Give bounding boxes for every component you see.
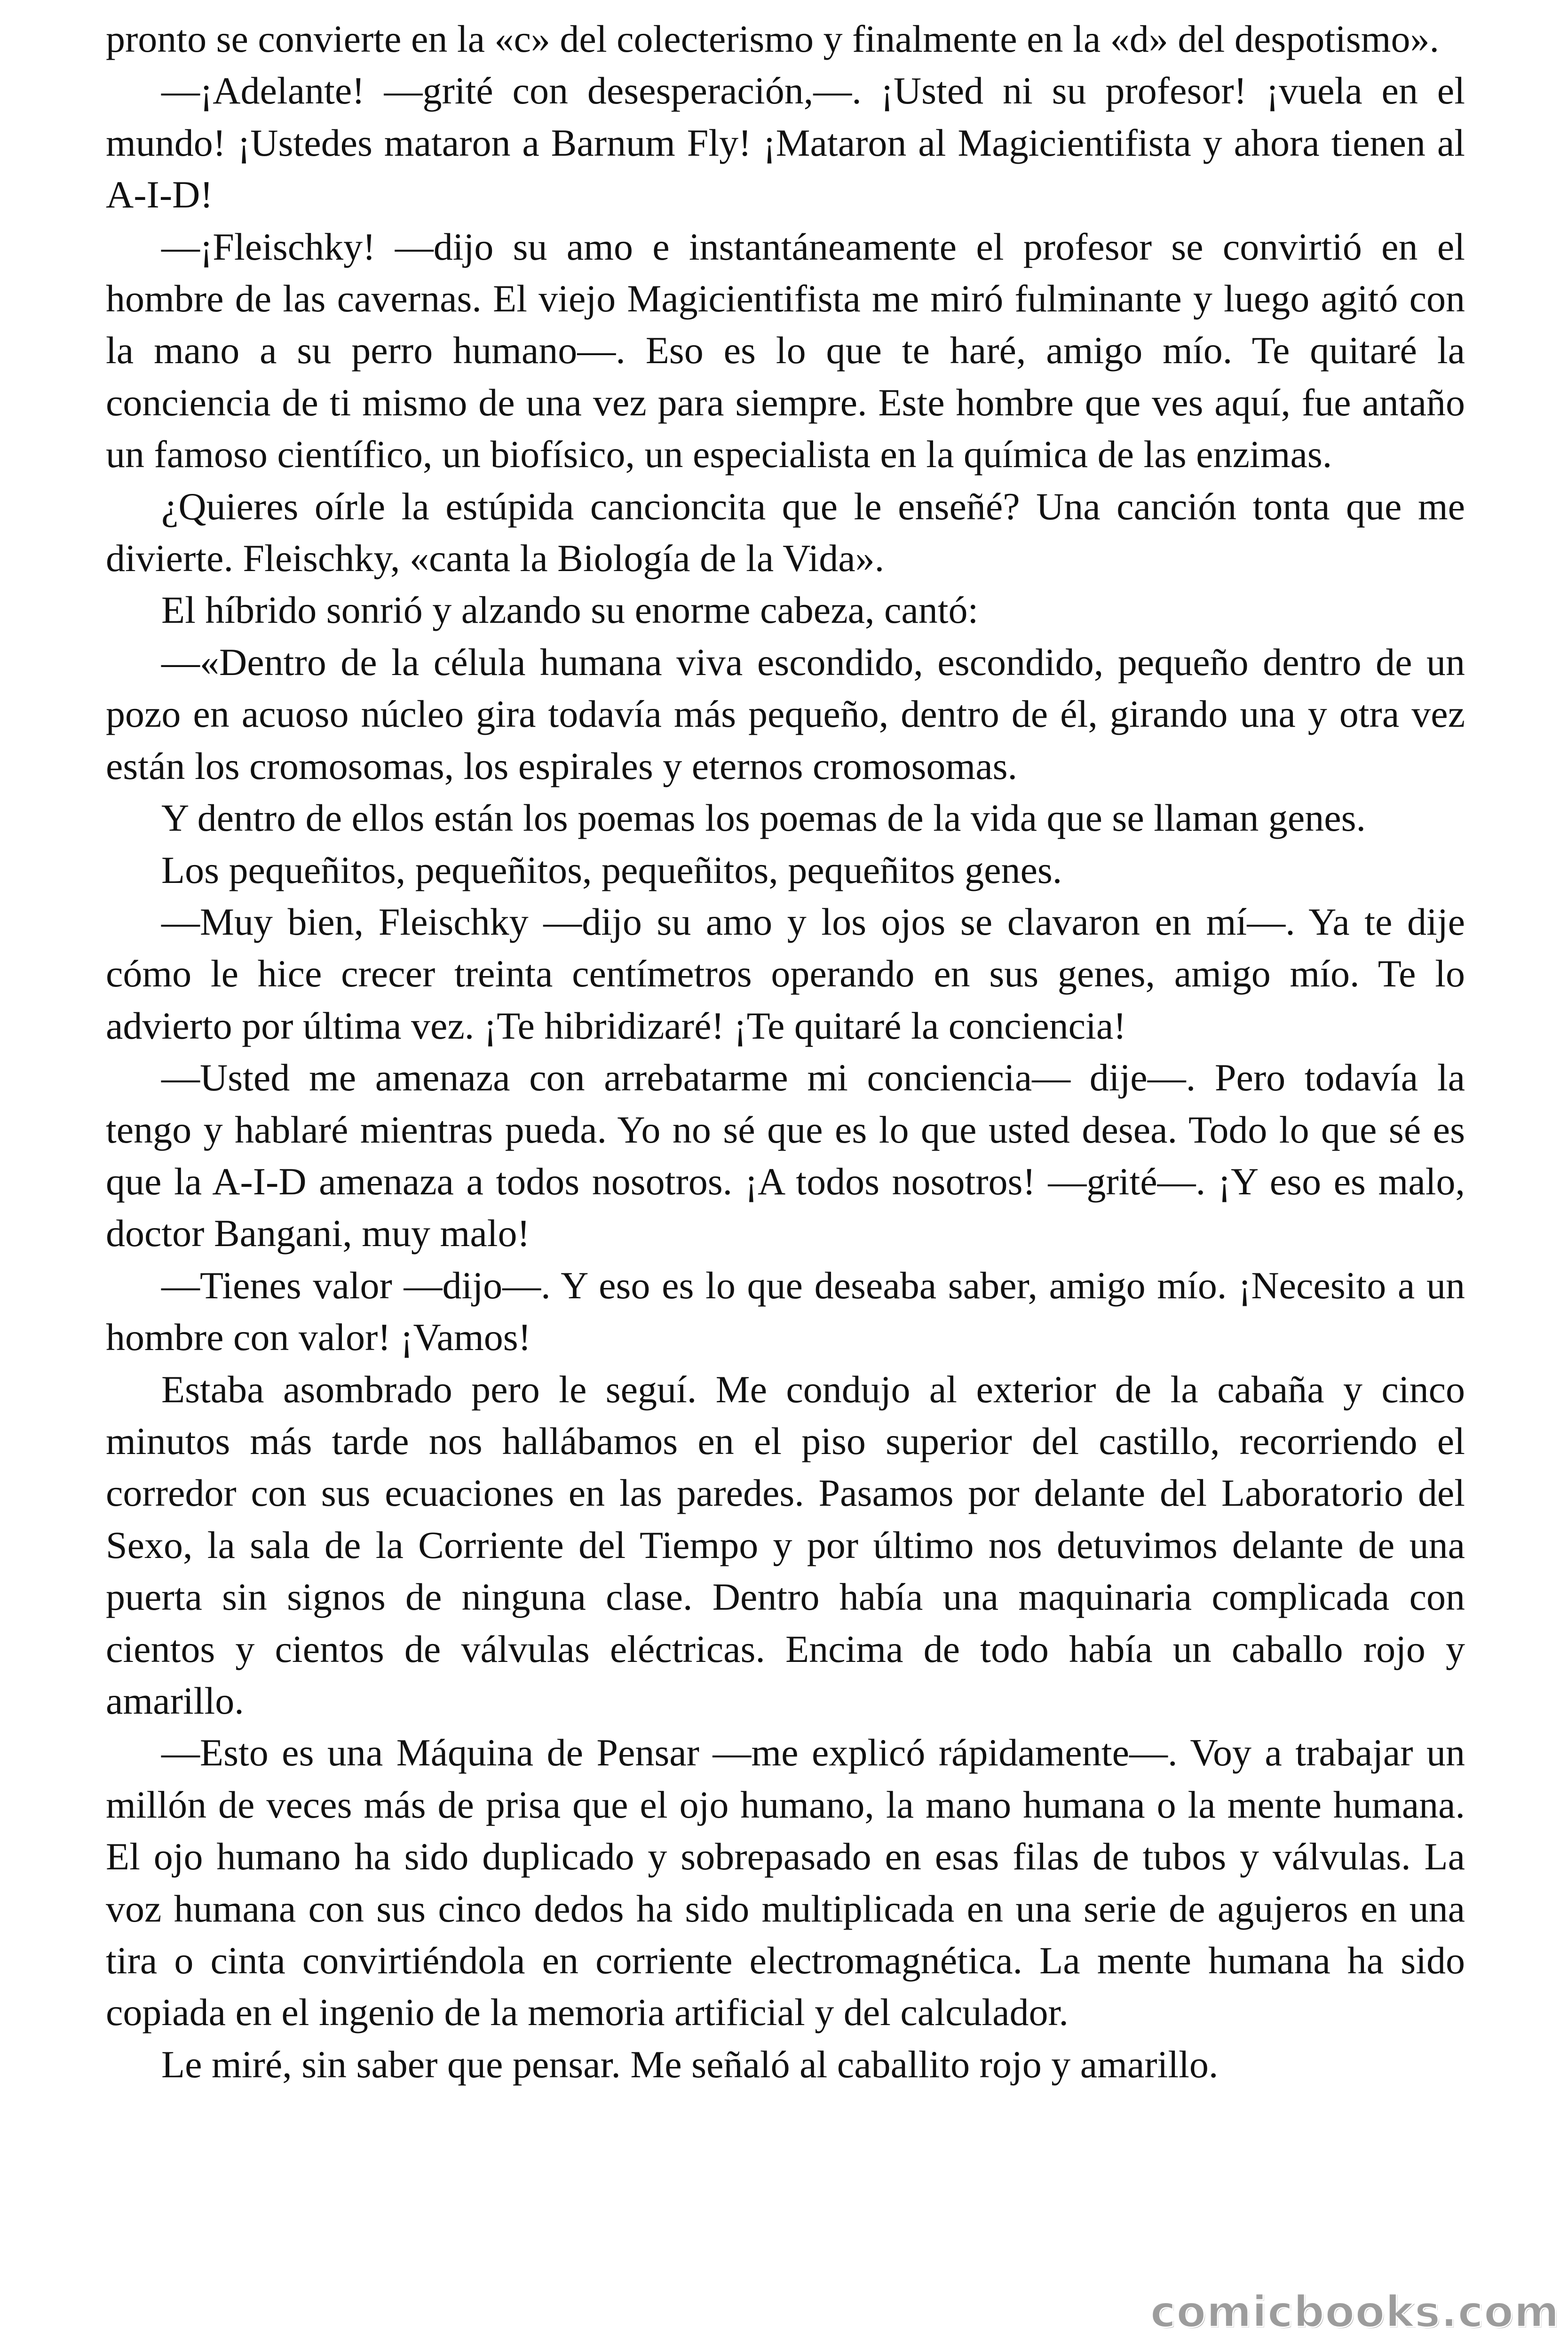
watermark: comicbooks.com xyxy=(1150,2287,1560,2337)
paragraph: —Tienes valor —dijo—. Y eso es lo que deseaba saber, amigo mío. ¡Necesito a un hombre con valor! ¡Vamos! xyxy=(106,1263,1465,1359)
paragraph: —¡Adelante! —grité con desesperación,—. ¡Usted ni su profesor! ¡vuela en el mundo! ¡Ustedes mataron a Barnum Fly! ¡Mataron al Magicientifista y ahora tienen al A-I-D! xyxy=(106,69,1465,216)
paragraph: Los pequeñitos, pequeñitos, pequeñitos, pequeñitos genes. xyxy=(161,848,1062,891)
paragraph: Y dentro de ellos están los poemas los poemas de la vida que se llaman genes. xyxy=(161,796,1366,840)
paragraph: pronto se convierte en la «c» del colecterismo y finalmente en la «d» del despotismo». xyxy=(106,17,1439,60)
paragraph: El híbrido sonrió y alzando su enorme cabeza, cantó: xyxy=(161,588,979,632)
book-page-text xyxy=(106,13,1465,2090)
paragraph: ¿Quieres oírle la estúpida cancioncita que le enseñé? Una canción tonta que me divierte. Fleischky, «canta la Biología de la Vida». xyxy=(106,485,1465,580)
paragraph: Estaba asombrado pero le seguí. Me condujo al exterior de la cabaña y cinco minutos más tarde nos hallábamos en el piso superior del castillo, recorriendo el corredor con sus ecuaciones en las paredes. Pasamos por delante del Laboratorio del Sexo, la sala de la Corriente del Tiempo y por último nos detuvimos delante de una puerta sin signos de ninguna clase. Dentro había una maquinaria complicada con cientos y cientos de válvulas eléctricas. Encima de todo había un caballo rojo y amarillo. xyxy=(106,1367,1465,1722)
paragraph: —«Dentro de la célula humana viva escondido, escondido, pequeño dentro de un pozo en acuoso núcleo gira todavía más pequeño, dentro de él, girando una y otra vez están los cromosomas, los espirales y eternos cromosomas. xyxy=(106,640,1465,787)
paragraph: —¡Fleischky! —dijo su amo e instantáneamente el profesor se convirtió en el hombre de las cavernas. El viejo Magicientifista me miró fulminante y luego agitó con la mano a su perro humano—. Eso es lo que te haré, amigo mío. Te quitaré la conciencia de ti mismo de una vez para siempre. Este hombre que ves aquí, fue antaño un famoso científico, un biofísico, un especialista en la química de las enzimas. xyxy=(106,225,1465,476)
paragraph: —Muy bien, Fleischky —dijo su amo y los ojos se clavaron en mí—. Ya te dije cómo le hice crecer treinta centímetros operando en sus genes, amigo mío. Te lo advierto por última vez. ¡Te hibridizaré! ¡Te quitaré la conciencia! xyxy=(106,900,1465,1047)
paragraph: Le miré, sin saber que pensar. Me señaló al caballito rojo y amarillo. xyxy=(161,2042,1219,2086)
paragraph: —Esto es una Máquina de Pensar —me explicó rápidamente—. Voy a trabajar un millón de veces más de prisa que el ojo humano, la mano humana o la mente humana. El ojo humano ha sido duplicado y sobrepasado en esas filas de tubos y válvulas. La voz humana con sus cinco dedos ha sido multiplicada en una serie de agujeros en una tira o cinta convirtiéndola en corriente electromagnética. La mente humana ha sido copiada en el ingenio de la memoria artificial y del calculador. xyxy=(106,1731,1465,2034)
paragraph: —Usted me amenaza con arrebatarme mi conciencia— dije—. Pero todavía la tengo y hablaré mientras pueda. Yo no sé que es lo que usted desea. Todo lo que sé es que la A-I-D amenaza a todos nosotros. ¡A todos nosotros! —grité—. ¡Y eso es malo, doctor Bangani, muy malo! xyxy=(106,1056,1465,1255)
